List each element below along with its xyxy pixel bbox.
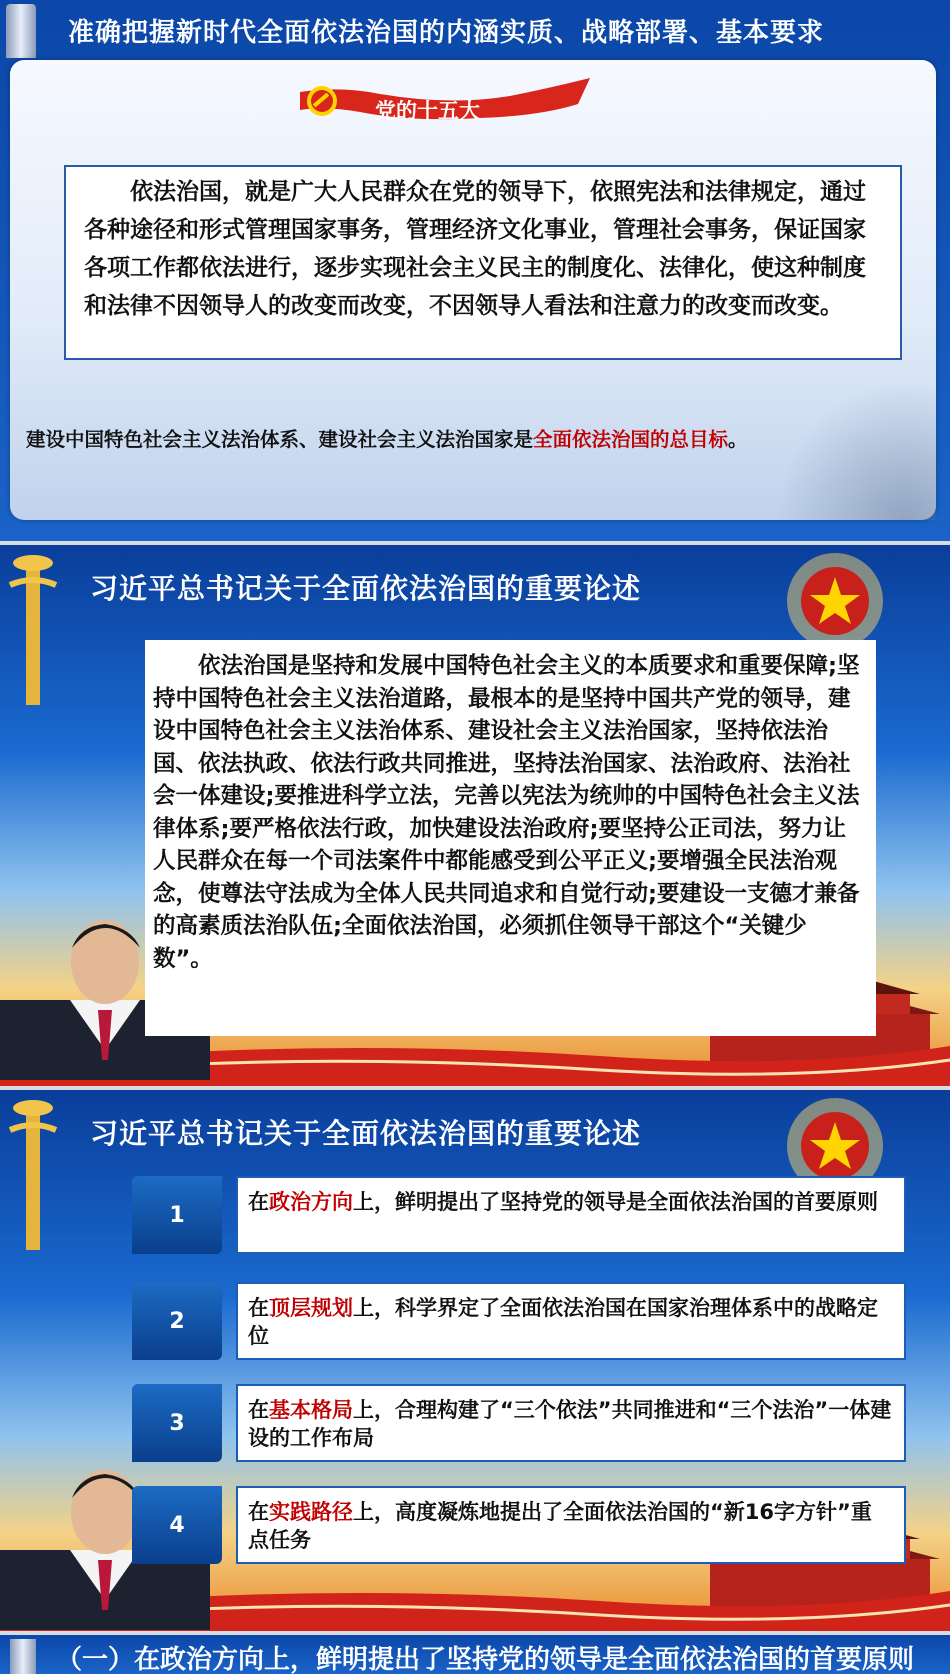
item-number-badge: 4: [132, 1486, 222, 1564]
item-number-badge: 2: [132, 1282, 222, 1360]
slide-1: [0, 0, 950, 541]
item-highlight: 基本格局: [269, 1398, 353, 1422]
principle-item: [132, 1384, 906, 1462]
section-title: 习近平总书记关于全面依法治国的重要论述: [90, 572, 642, 605]
party-emblem-icon: [307, 86, 337, 116]
item-text-card: [236, 1384, 906, 1462]
item-post: 上，科学界定了全面依法治国在国家治理体系中的战略定位: [248, 1296, 878, 1348]
item-pre: 在: [248, 1190, 269, 1214]
huabiao-pillar-icon: [10, 1639, 36, 1674]
item-highlight: 顶层规划: [269, 1296, 353, 1320]
item-pre: 在: [248, 1398, 269, 1422]
item-number-badge: 1: [132, 1176, 222, 1254]
item-pre: 在: [248, 1296, 269, 1320]
item-highlight: 政治方向: [269, 1190, 353, 1214]
item-highlight: 实践路径: [269, 1500, 353, 1524]
speech-quote-box: [145, 640, 876, 1036]
slide-2: [0, 545, 950, 1086]
great-wall-decoration: [776, 380, 936, 520]
huabiao-pillar-icon: [8, 1090, 58, 1250]
item-text-card: [236, 1176, 906, 1254]
item-text-card: [236, 1282, 906, 1360]
item-pre: 在: [248, 1500, 269, 1524]
huabiao-pillar-icon: [8, 545, 58, 705]
item-number-badge: 3: [132, 1384, 222, 1462]
national-emblem-icon: [750, 551, 920, 651]
slide-title: 准确把握新时代全面依法治国的内涵实质、战略部署、基本要求: [68, 18, 825, 48]
slide-title: （一）在政治方向上，鲜明提出了坚持党的领导是全面依法治国的首要原则: [56, 1645, 915, 1674]
principle-item: [132, 1486, 906, 1564]
principle-item: [132, 1176, 906, 1254]
item-post: 上，合理构建了“三个依法”共同推进和“三个法治”一体建设的工作布局: [248, 1398, 892, 1450]
definition-quote-text: 依法治国，就是广大人民群众在党的领导下，依照宪法和法律规定，通过各种途径和形式管理国家事务，管理经济文化事业，管理社会事务，保证国家各项工作都依法进行，逐步实现社会主义民主的制度化、法律化，使这种制度和法律不因领导人的改变而改变，不因领导人看法和注意力的改变而改变。: [84, 179, 866, 319]
section-title: 习近平总书记关于全面依法治国的重要论述: [90, 1117, 642, 1150]
principle-item: [132, 1282, 906, 1360]
item-post: 上，鲜明提出了坚持党的领导是全面依法治国的首要原则: [353, 1190, 878, 1214]
speech-quote-text: 依法治国是坚持和发展中国特色社会主义的本质要求和重要保障;坚持中国特色社会主义法治道路，最根本的是坚持中国共产党的领导，建设中国特色社会主义法治体系、建设社会主义法治国家，坚持依法治国、依法执政、依法行政共同推进，坚持法治国家、法治政府、法治社会一体建设;要推进科学立法，完善以宪法为统帅的中国特色社会主义法律体系;要严格依法行政，加快建设法治政府;要坚持公正司法，努力让人民群众在每一个司法案件中都能感受到公平正义;要增强全民法治观念，使尊法守法成为全体人民共同追求和自觉行动;要建设一支德才兼备的高素质法治队伍;全面依法治国，必须抓住领导干部这个“关键少数”。: [153, 653, 860, 972]
goal-highlight: 全面依法治国的总目标: [533, 428, 729, 451]
huabiao-pillar-icon: [6, 4, 36, 58]
definition-quote-box: [64, 165, 902, 360]
slide-3: [0, 1090, 950, 1631]
item-post: 上，高度凝炼地提出了全面依法治国的“新16字方针”重点任务: [248, 1500, 872, 1552]
item-text-card: [236, 1486, 906, 1564]
overall-goal-statement: [26, 424, 748, 452]
banner-label: 党的十五大: [375, 99, 480, 123]
goal-prefix: 建设中国特色社会主义法治体系、建设社会主义法治国家是: [26, 428, 534, 451]
goal-suffix: 。: [728, 428, 748, 451]
slide-4: [0, 1635, 950, 1674]
